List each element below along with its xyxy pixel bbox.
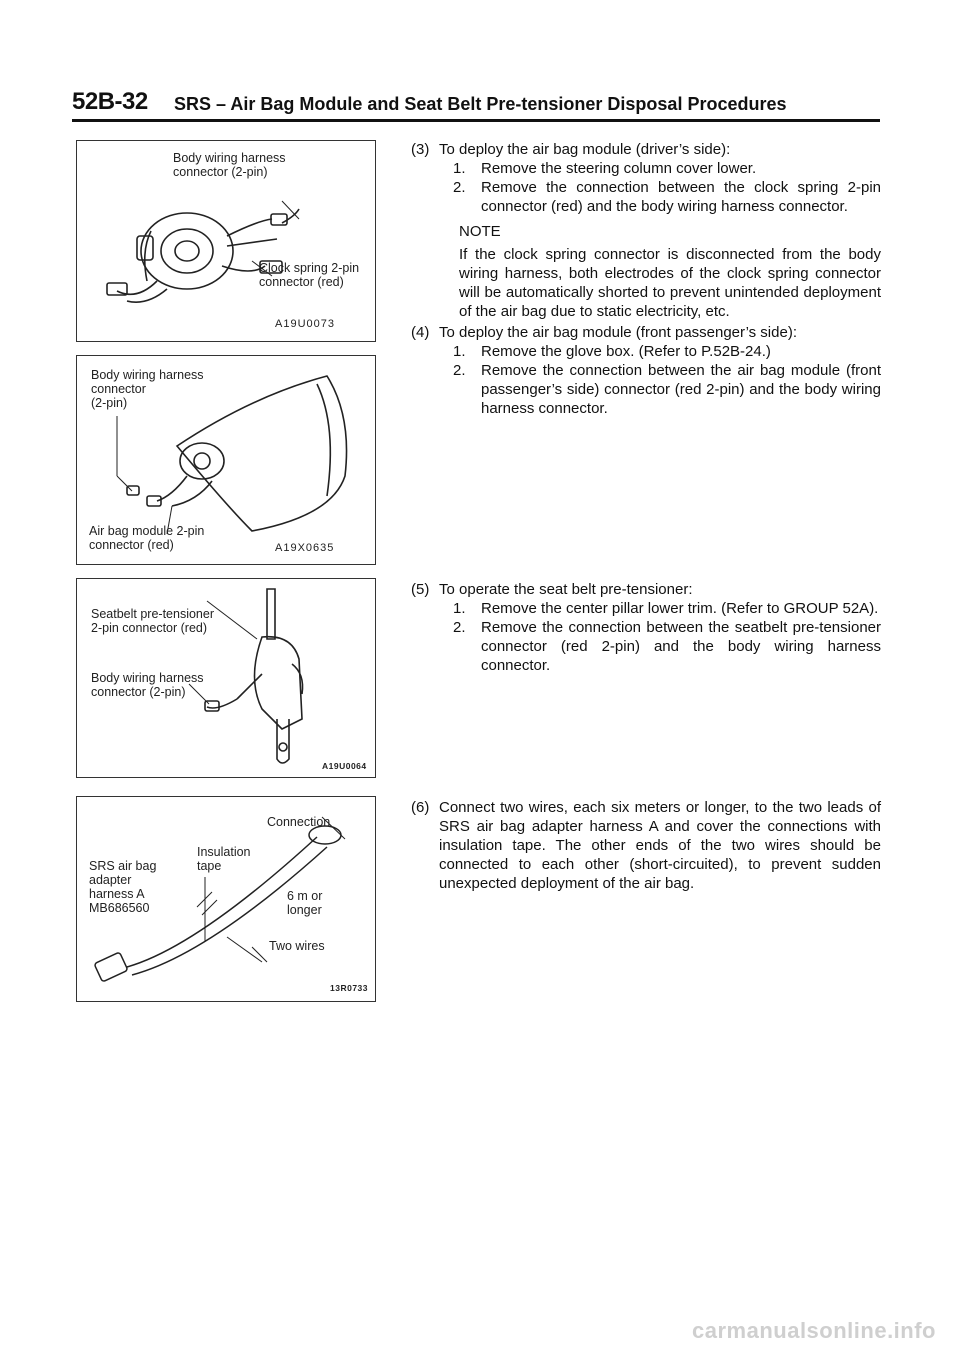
step-title: To operate the seat belt pre-tensioner: [439, 581, 693, 598]
figure1-code: A19U0073 [275, 318, 335, 330]
substep-text: Remove the glove box. (Refer to P.52B-24.) [481, 343, 771, 360]
substep-text: Remove the center pillar lower trim. (Refer to GROUP 52A). [481, 600, 879, 617]
step-5-heading [411, 580, 881, 599]
figure4-label-connection: Connection [267, 815, 331, 829]
figure4-label-insulation-tape: Insulation tape [197, 845, 251, 873]
step-3-substep-2 [411, 178, 881, 216]
figure2-label-body-harness: Body wiring harness connector (2-pin) [91, 368, 204, 410]
figure4-label-two-wires: Two wires [269, 939, 325, 953]
figure4-label-adapter-harness: SRS air bag adapter harness A MB686560 [89, 859, 157, 915]
figure4-code: 13R0733 [330, 983, 369, 993]
substep-text: Remove the connection between the seatbelt pre-tensioner connector (red 2-pin) and the body wiring harness connector. [481, 619, 881, 674]
step-6 [411, 798, 881, 893]
step-5 [411, 580, 881, 675]
figure3-label-pretensioner: Seatbelt pre-tensioner 2-pin connector (red) [91, 607, 214, 635]
substep-number: 2. [453, 362, 466, 379]
step-4-substep-1 [411, 342, 881, 361]
substep-number: 2. [453, 619, 466, 636]
page-number: 52B-32 [72, 88, 148, 115]
step-3-substep-1 [411, 159, 881, 178]
header-rule [72, 119, 880, 122]
step-number: (4) [411, 324, 430, 341]
figure1-label-clock-spring: Clock spring 2-pin connector (red) [259, 261, 360, 289]
figure2-label-airbag-connector: Air bag module 2-pin connector (red) [89, 524, 205, 552]
step-number: (5) [411, 581, 430, 598]
step-title: To deploy the air bag module (front passenger’s side): [439, 324, 797, 341]
figure3-code: A19U0064 [322, 761, 367, 771]
step-number: (3) [411, 141, 430, 158]
substep-text: Remove the connection between the air bag module (front passenger’s side) connector (red 2-pin) and the body wiring harness connector. [481, 362, 881, 417]
figure-clock-spring [76, 140, 376, 342]
page-header [72, 88, 888, 124]
step-title: Connect two wires, each six meters or longer, to the two leads of SRS air bag adapter harness A and cover the connections with insulation tape. The other ends of the two wires should be connected to each other (short-circuited), to prevent sudden unexpected deployment of the air bag. [439, 799, 881, 892]
figure-passenger-airbag [76, 355, 376, 565]
step-4-heading [411, 323, 881, 342]
page-title: SRS – Air Bag Module and Seat Belt Pre-tensioner Disposal Procedures [174, 94, 787, 114]
step-6-heading [411, 798, 881, 893]
watermark: carmanualsonline.info [692, 1318, 936, 1343]
substep-number: 1. [453, 160, 466, 177]
figure2-code: A19X0635 [275, 542, 335, 554]
step-4-substep-2 [411, 361, 881, 418]
substep-text: Remove the connection between the clock spring 2-pin connector (red) and the body wiring harness connector. [481, 179, 881, 215]
substep-number: 1. [453, 600, 466, 617]
note-body: If the clock spring connector is disconnected from the body wiring harness, both electrodes of the clock spring connector will be automatically shorted to prevent unintended deployment of the air bag due to static electricity, etc. [459, 246, 881, 320]
step-number: (6) [411, 799, 430, 816]
figure1-label-body-harness: Body wiring harness connector (2-pin) [173, 151, 286, 179]
figure3-label-body-harness: Body wiring harness connector (2-pin) [91, 671, 204, 699]
substep-text: Remove the steering column cover lower. [481, 160, 757, 177]
step-5-substep-1 [411, 599, 881, 618]
substep-number: 1. [453, 343, 466, 360]
step-3-heading [411, 140, 881, 159]
note-heading: NOTE [459, 223, 501, 240]
figure-pretensioner [76, 578, 376, 778]
figure4-label-length: 6 m or longer [287, 889, 323, 917]
step-5-substep-2 [411, 618, 881, 675]
substep-number: 2. [453, 179, 466, 196]
step-title: To deploy the air bag module (driver’s side): [439, 141, 731, 158]
figure-adapter-harness [76, 796, 376, 1002]
steps-driver-passenger [411, 140, 881, 418]
